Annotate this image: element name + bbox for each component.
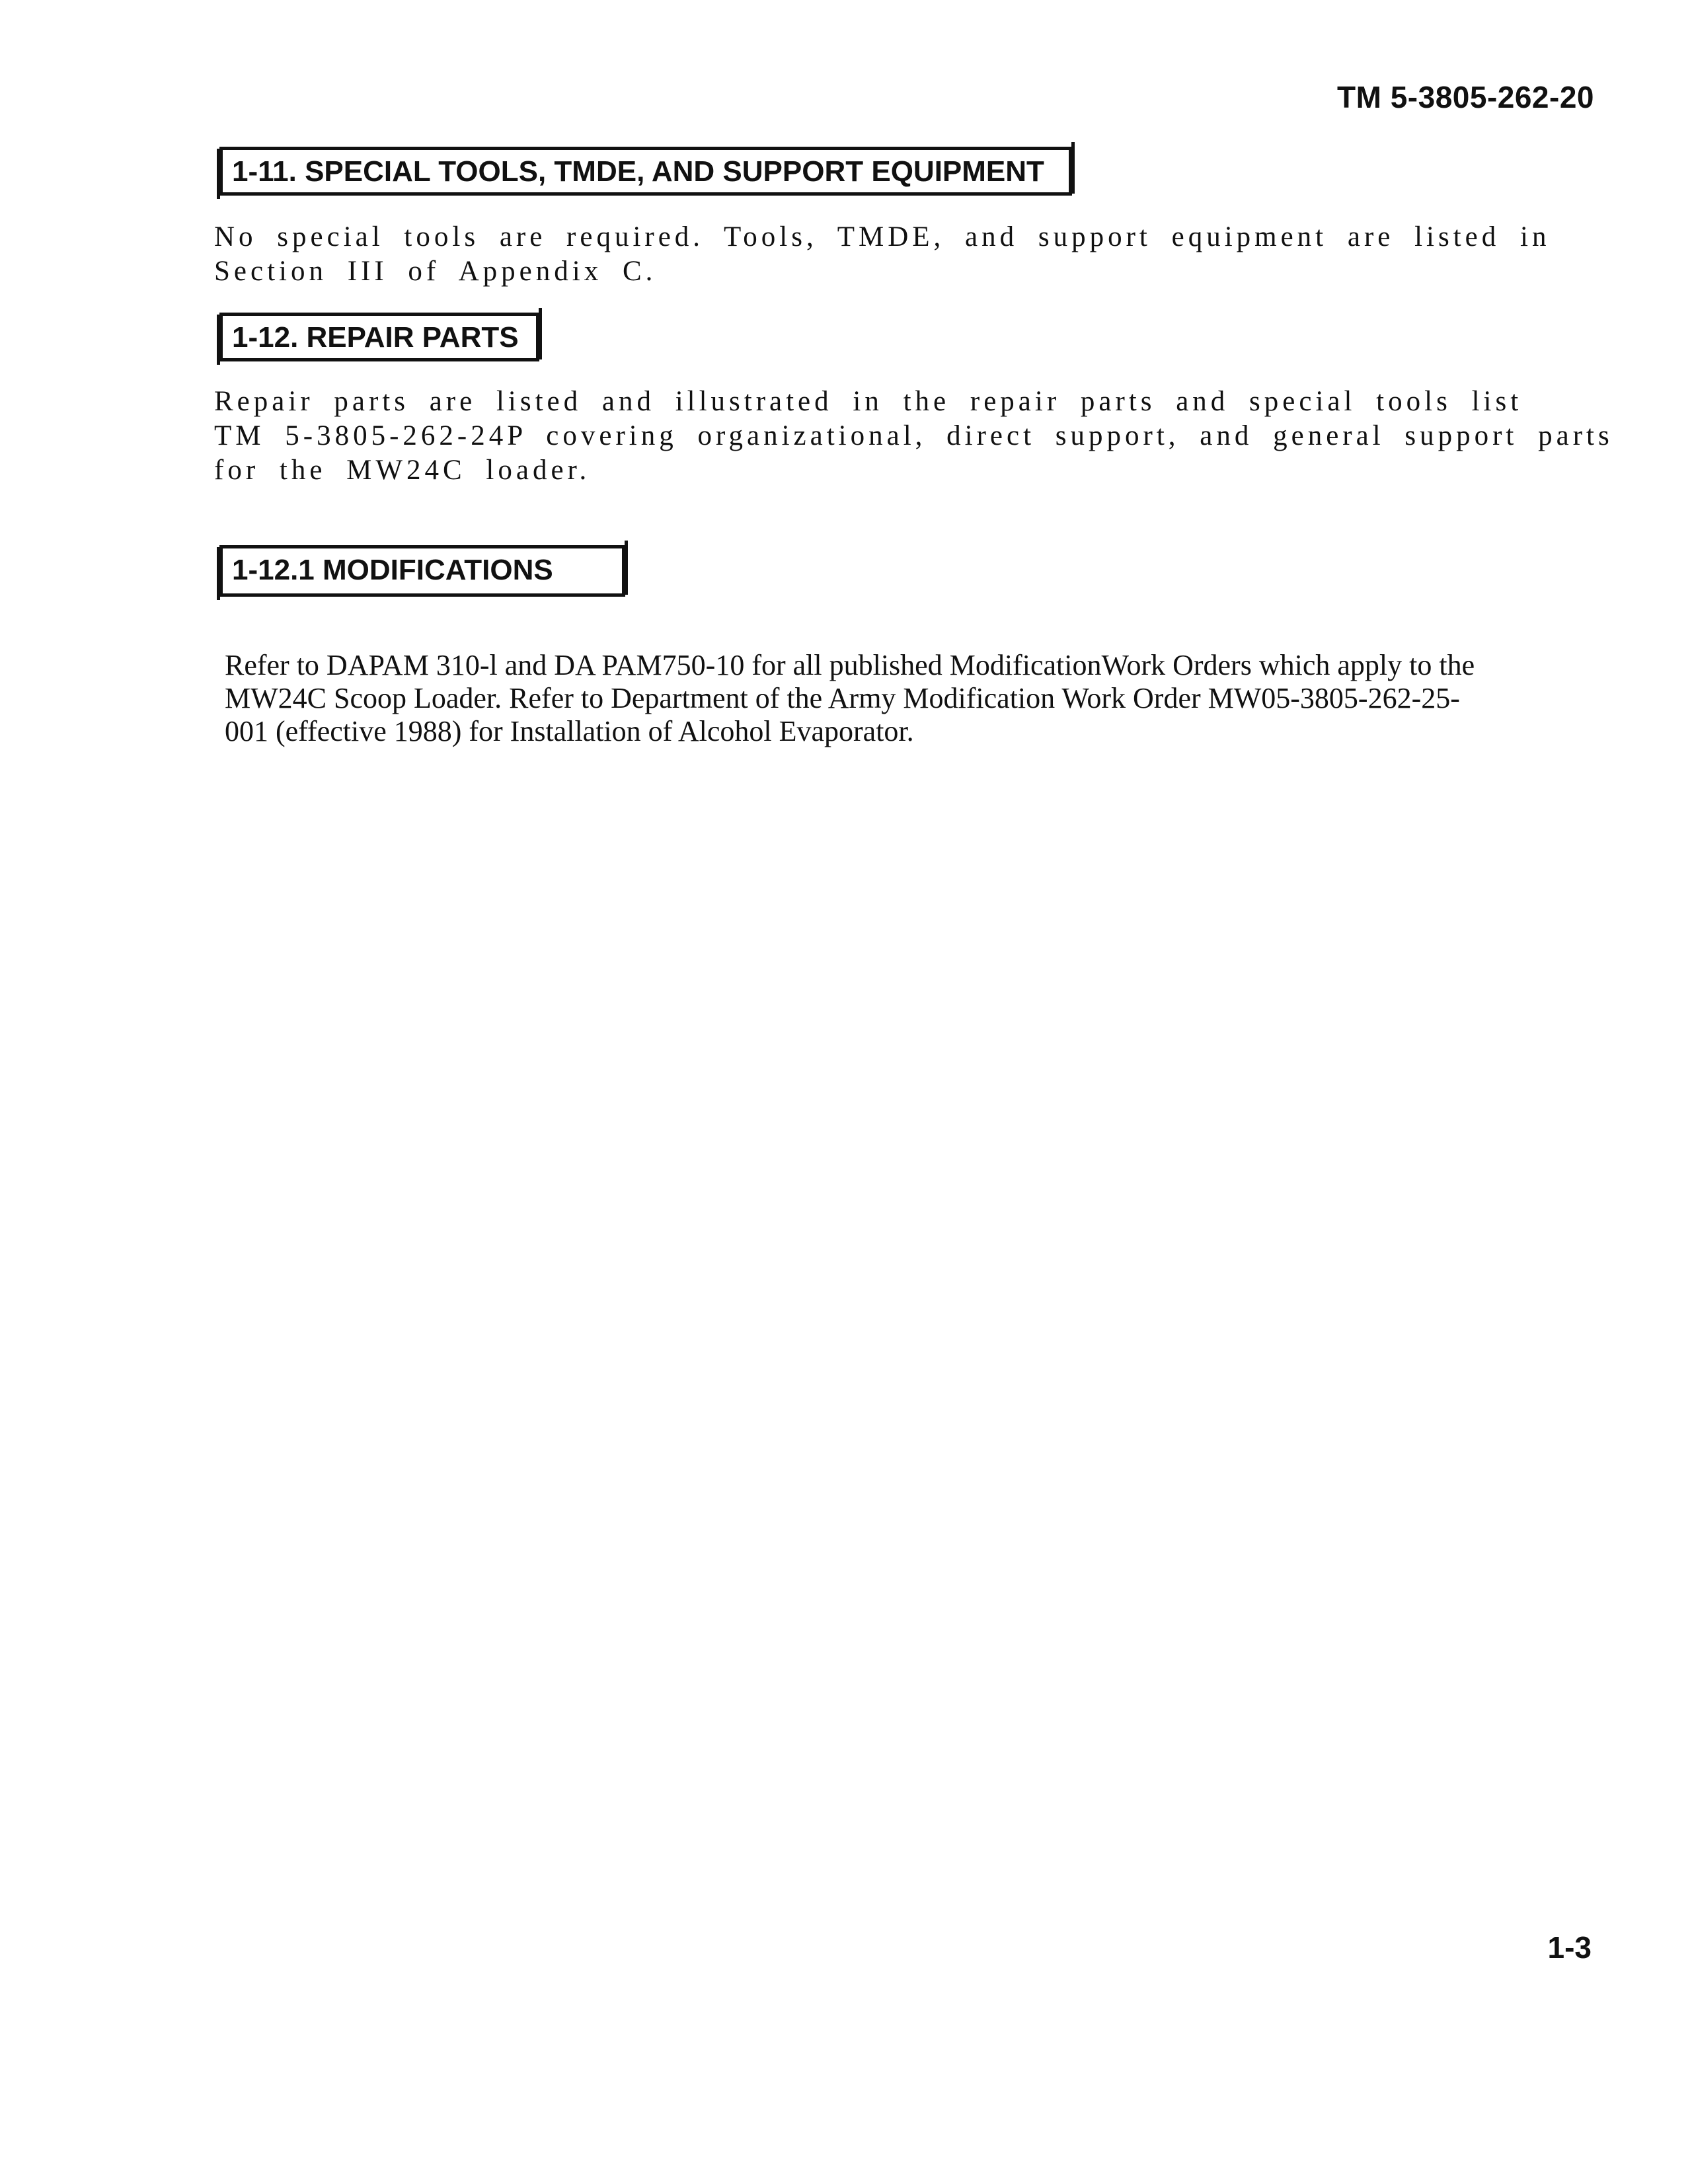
section-body-special-tools (214, 220, 1602, 289)
body-line: Repair parts are listed and illustrated in the repair parts and special tools list (214, 386, 1523, 417)
body-line: Section III of Appendix C. (214, 256, 657, 287)
section-body-repair-parts (214, 385, 1613, 488)
body-line: 001 (effective 1988) for Installation of Alcohol Evaporator. (225, 715, 914, 747)
section-heading-modifications: 1-12.1 MODIFICATIONS (219, 545, 625, 597)
document-number: TM 5-3805-262-20 (1337, 80, 1594, 114)
section-heading-special-tools: 1-11. SPECIAL TOOLS, TMDE, AND SUPPORT EQUIPMENT (219, 147, 1072, 196)
body-line: MW24C Scoop Loader. Refer to Department of the Army Modification Work Order MW05-3805-262-25- (225, 682, 1460, 714)
section-heading-repair-parts: 1-12. REPAIR PARTS (219, 313, 539, 361)
section-body-modifications (225, 649, 1547, 748)
page-number: 1-3 (1547, 1930, 1592, 1965)
body-line: for the MW24C loader. (214, 455, 591, 486)
body-line: Refer to DAPAM 310-l and DA PAM750-10 for all published ModificationWork Orders which apply to the (225, 649, 1475, 681)
body-line: TM 5-3805-262-24P covering organizational, direct support, and general support parts (214, 420, 1613, 451)
body-line: No special tools are required. Tools, TMDE, and support equipment are listed in (214, 221, 1551, 252)
